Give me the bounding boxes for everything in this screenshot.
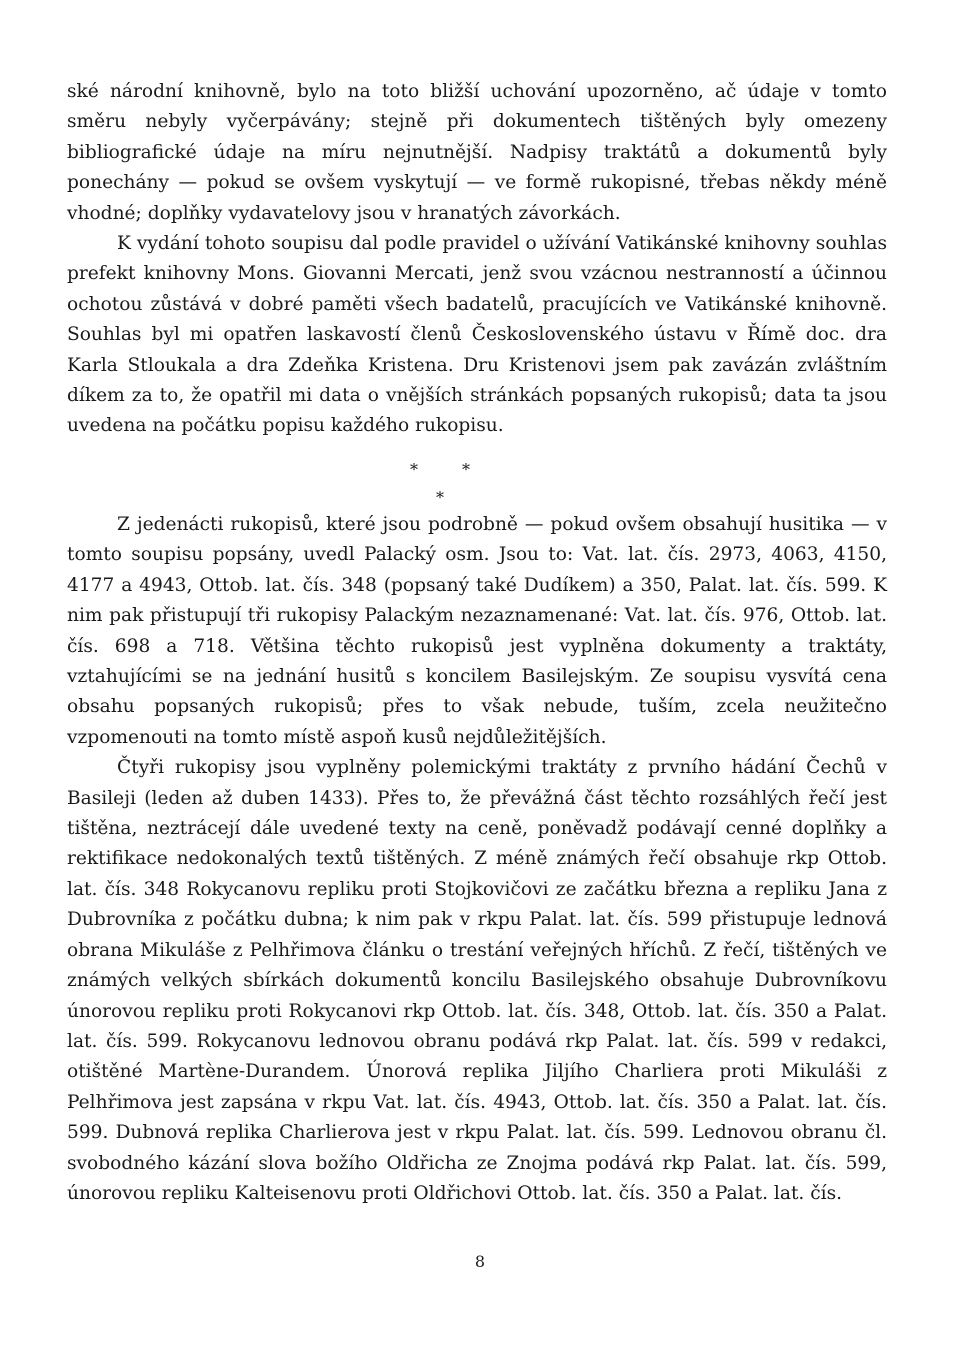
paragraph-manuscripts: Z jedenácti rukopisů, které jsou podrobně — pokud ovšem obsahují husitika — v tomto soupisu popsány, uvedl Palacký osm. Jsou to: Vat. lat. čís. 2973, 4063, 4150, 4177 a 4943, Ottob. lat. čís. 348 (popsaný také Dudíkem) a 350, Palat. lat. čís. 599. K nim pak přistupují tři rukopisy Palackým nezaznamenané: Vat. lat. čís. 976, Ottob. lat. čís. 698 a 718. Většina těchto rukopisů jest vyplněna dokumenty a traktáty, vztahujícími se na jednání husitů s koncilem Basilejským. Ze soupisu vysvítá cena obsahu popsaných rukopisů; přes to však nebude, tuším, zcela neužitečno vzpomenouti na tomto místě aspoň kusů nejdůležitějších. bbox=[67, 514, 887, 748]
page-number: 8 bbox=[474, 1252, 486, 1271]
asterisk: * bbox=[436, 488, 444, 507]
text-block-top bbox=[67, 77, 887, 442]
asterism-separator bbox=[400, 460, 500, 512]
paragraph-permission: K vydání tohoto soupisu dal podle pravidel o užívání Vatikánské knihovny souhlas prefekt knihovny Mons. Giovanni Mercati, jenž svou vzácnou nestranností a účinnou ochotou zůstává v dobré paměti všech badatelů, pracujících ve Vatikánské knihovně. Souhlas byl mi opatřen laskavostí členů Československého ústavu v Římě doc. dra Karla Stloukala a dra Zdeňka Kristena. Dru Kristenovi jsem pak zavázán zvláštním díkem za to, že opatřil mi data o vnějších stránkách popsaných rukopisů; data ta jsou uvedena na počátku popisu každého rukopisu. bbox=[67, 233, 887, 437]
asterisk: * bbox=[462, 460, 470, 479]
paragraph-continuation: ské národní knihovně, bylo na toto bližší uchování upozorněno, ač údaje v tomto směru nebyly vyčerpávány; stejně při dokumentech tištěných byly omezeny bibliografické údaje na míru nejnutnější. Nadpisy traktátů a dokumentů byly ponechány — pokud se ovšem vyskytují — ve formě rukopisné, třebas někdy méně vhodné; doplňky vydavatelovy jsou v hranatých závorkách. bbox=[67, 81, 887, 224]
text-block-bottom bbox=[67, 510, 887, 1209]
paragraph-polemics: Čtyři rukopisy jsou vyplněny polemickými traktáty z prvního hádání Čechů v Basileji (leden až duben 1433). Přes to, že převážná část těchto rozsáhlých řečí jest tištěna, neztrácejí dále uvedené texty na ceně, poněvadž podávají cenné doplňky a rektifikace nedokonalých textů tištěných. Z méně známých řečí obsahuje rkp Ottob. lat. čís. 348 Rokycanovu repliku proti Stojkovičovi ze začátku března a repliku Jana z Dubrovníka z počátku dubna; k nim pak v rkpu Palat. lat. čís. 599 přistupuje lednová obrana Mikuláše z Pelhřimova článku o trestání veřejných hříchů. Z řečí, tištěných ve známých velkých sbírkách dokumentů koncilu Basilejského obsahuje Dubrovníkovu únorovou repliku proti Rokycanovi rkp Ottob. lat. čís. 348, Ottob. lat. čís. 350 a Palat. lat. čís. 599. Rokycanovu lednovou obranu podává rkp Palat. lat. čís. 599 v redakci, otištěné Martène-Durandem. Únorová replika Jiljího Charliera proti Mikuláši z Pelhřimova jest zapsána v rkpu Vat. lat. čís. 4943, Ottob. lat. čís. 350 a Palat. lat. čís. 599. Dubnová replika Charlierova jest v rkpu Palat. lat. čís. 599. Lednovou obranu čl. svobodného kázání slova božího Oldřicha ze Znojma podává rkp Palat. lat. čís. 599, únorovou repliku Kalteisenovu proti Oldřichovi Ottob. lat. čís. 350 a Palat. lat. čís. bbox=[67, 757, 887, 1204]
asterisk: * bbox=[410, 460, 418, 479]
